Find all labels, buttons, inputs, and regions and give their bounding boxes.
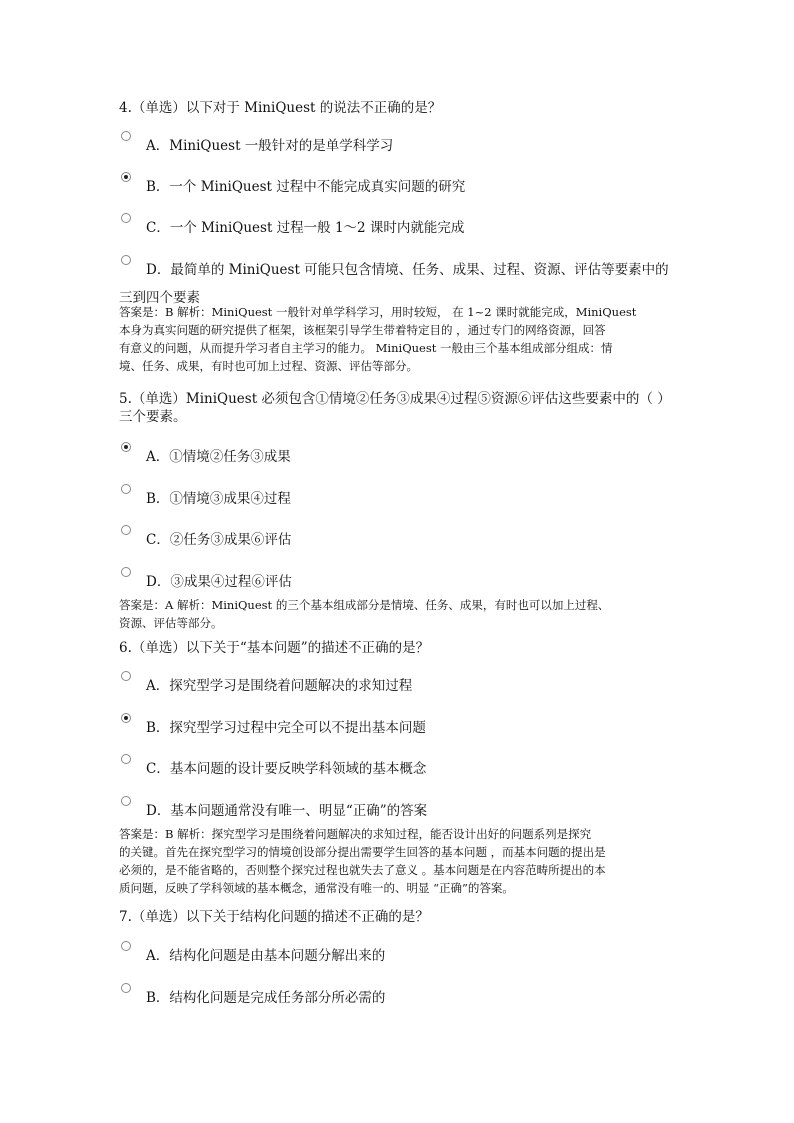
question-4-title: 4.（单选）以下对于 MiniQuest 的说法不正确的是？ (119, 100, 442, 116)
answer-line: 境、任务、成果，有时也可加上过程、资源、评估等部分。 (119, 359, 418, 373)
radio-button[interactable] (121, 754, 131, 764)
question-6-title: 6.（单选）以下关于“基本问题”的描述不正确的是？ (119, 640, 430, 656)
q6-answer-explanation (119, 825, 679, 897)
option-label: B．①情境③成果④过程 (146, 491, 291, 507)
answer-line: 答案是：B 解析：探究型学习是围绕着问题解决的求知过程，能否设计出好的问题系列是探究 (119, 827, 592, 841)
answer-line: 必须的，是不能省略的，否则整个探究过程也就失去了意义 。基本问题是在内容范畴所提出的本 (119, 863, 606, 877)
option-label: A．MiniQuest 一般针对的是单学科学习 (146, 138, 394, 154)
option-label: A．探究型学习是围绕着问题解决的求知过程 (146, 678, 413, 694)
radio-button[interactable] (121, 567, 131, 577)
option-label: B．一个 MiniQuest 过程中不能完成真实问题的研究 (146, 179, 466, 195)
radio-button[interactable] (121, 255, 131, 265)
radio-button[interactable] (121, 213, 131, 223)
answer-line: 有意义的问题，从而提升学习者自主学习的能力。 MiniQuest 一般由三个基本组成部分组成：情 (119, 341, 613, 355)
option-label: A．结构化问题是由基本问题分解出来的 (146, 948, 386, 964)
answer-line: 资源、评估等部分。 (119, 616, 223, 630)
option-label: D．③成果④过程⑥评估 (146, 574, 292, 590)
radio-button[interactable] (121, 484, 131, 494)
option-label: B．探究型学习过程中完全可以不提出基本问题 (146, 720, 426, 736)
radio-button-selected[interactable] (121, 713, 131, 723)
radio-button[interactable] (121, 941, 131, 951)
option-label: C．基本问题的设计要反映学科领域的基本概念 (146, 761, 427, 777)
question-title-line: 5.（单选）MiniQuest 必须包含①情境②任务③成果④过程⑤资源⑥评估这些要素中的（ ） (119, 391, 671, 407)
option-label: C．②任务③成果⑥评估 (146, 532, 292, 548)
radio-button[interactable] (121, 131, 131, 141)
radio-button[interactable] (121, 671, 131, 681)
option-label: D．基本问题通常没有唯一、明显“正确”的答案 (146, 803, 428, 819)
option-label: D．最简单的 MiniQuest 可能只包含情境、任务、成果、过程、资源、评估等要素中的 (146, 262, 669, 278)
option-label: C．一个 MiniQuest 过程一般 1～2 课时内就能完成 (146, 220, 465, 236)
answer-line: 答案是：B 解析：MiniQuest 一般针对单学科学习，用时较短， 在 1~2 课时就能完成，MiniQuest (119, 305, 637, 319)
answer-line: 本身为真实问题的研究提供了框架，该框架引导学生带着特定目的 ，通过专门的网络资源，回答 (119, 323, 606, 337)
radio-button-selected[interactable] (121, 442, 131, 452)
radio-button[interactable] (121, 525, 131, 535)
answer-line: 答案是：A 解析：MiniQuest 的三个基本组成部分是情境、任务、成果，有时也可以加上过程、 (119, 598, 610, 612)
radio-button-selected[interactable] (121, 172, 131, 182)
answer-line: 的关键。首先在探究型学习的情境创设部分提出需要学生回答的基本问题 ，而基本问题的提出是 (119, 845, 606, 859)
q5-answer-explanation (119, 596, 679, 632)
question-7-title: 7.（单选）以下关于结构化问题的描述不正确的是？ (119, 909, 429, 925)
radio-button[interactable] (121, 796, 131, 806)
answer-line: 质问题，反映了学科领域的基本概念，通常没有唯一的、明显 “正确”的答案。 (119, 881, 514, 895)
radio-button[interactable] (121, 983, 131, 993)
question-5-title (119, 390, 671, 426)
option-label: B．结构化问题是完成任务部分所必需的 (146, 990, 386, 1006)
q4-answer-explanation (119, 303, 679, 375)
option-label: A．①情境②任务③成果 (146, 449, 291, 465)
q4-option-d-continued: 三到四个要素 (119, 290, 200, 306)
question-title-line: 三个要素。 (119, 409, 187, 425)
